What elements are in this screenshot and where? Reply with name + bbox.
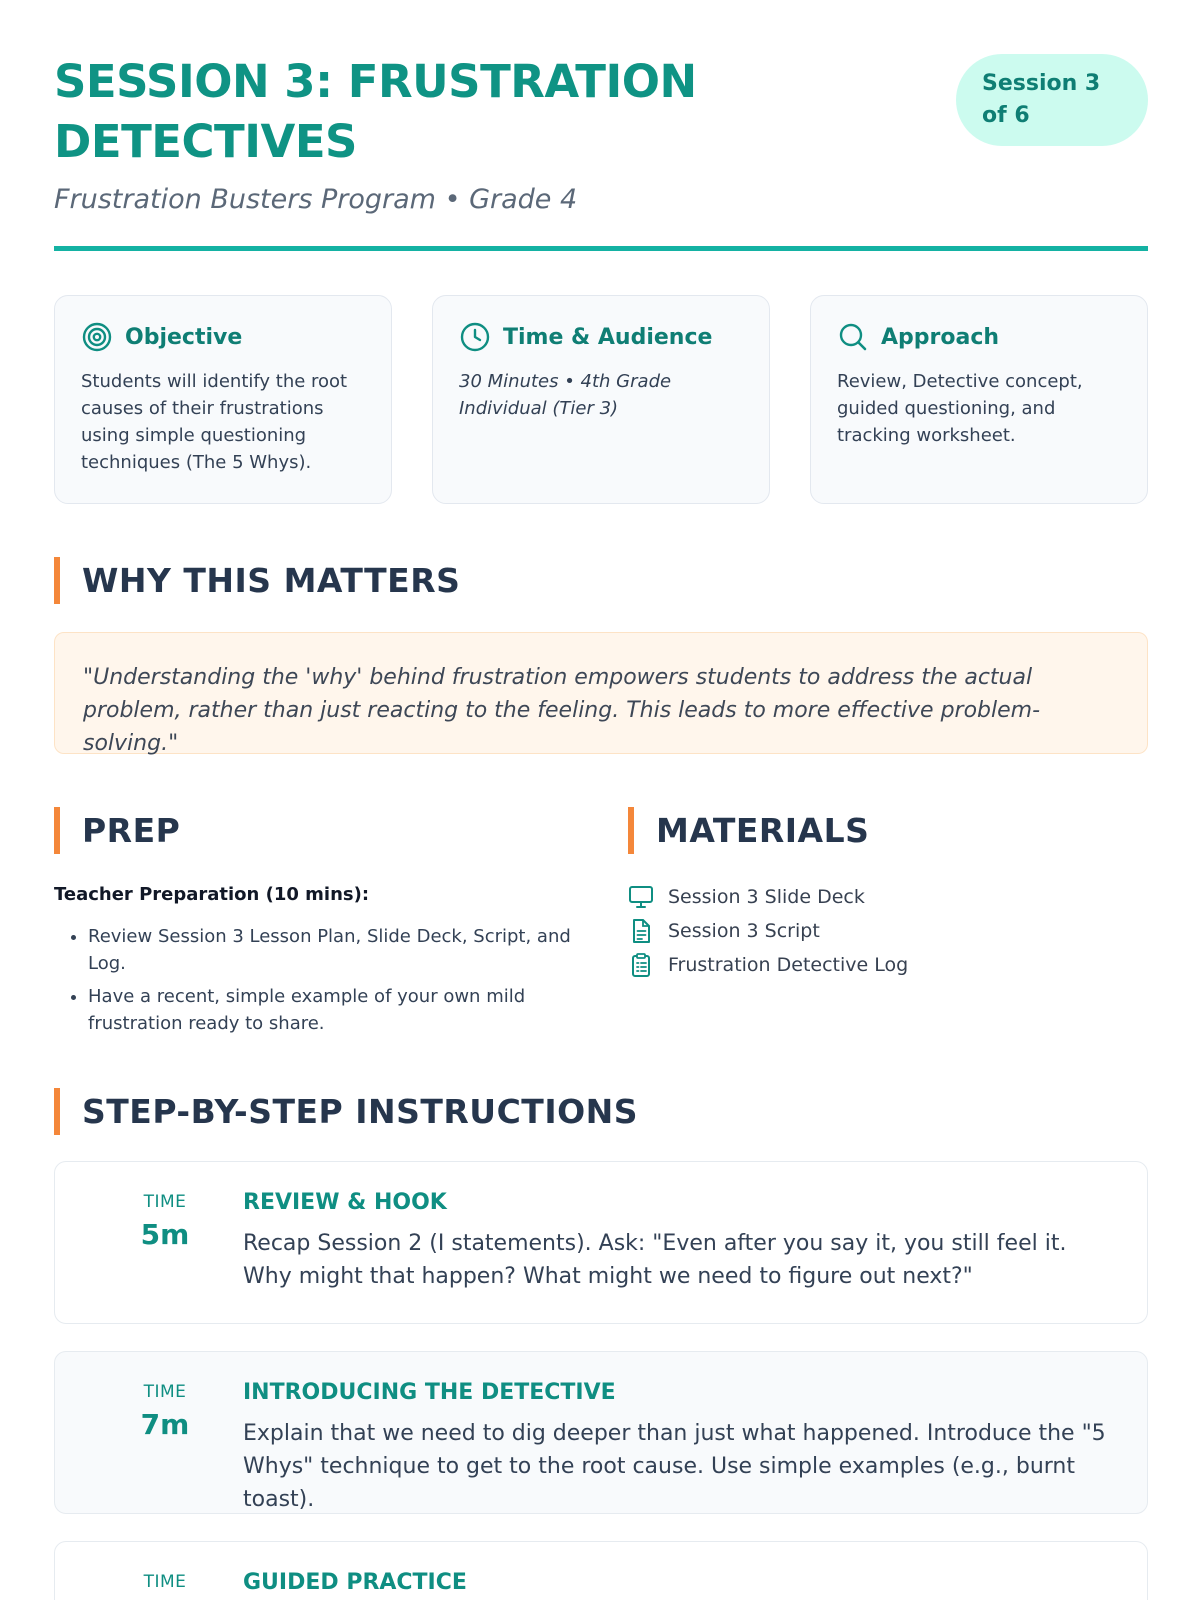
prep-heading-text: PREP [82,811,181,850]
steps-heading [54,1088,638,1135]
time-audience-title: Time & Audience [503,324,713,350]
steps-heading-text: STEP-BY-STEP INSTRUCTIONS [82,1092,639,1131]
objective-text: Students will identify the root causes of their frustrations using simple questioning techniques (The 5 Whys). [81,371,348,473]
prep-list [54,923,594,1037]
section-accent-bar [54,557,60,604]
materials-list [628,880,1148,982]
page-subtitle: Frustration Busters Program • Grade 4 [54,184,578,215]
section-accent-bar [54,1088,60,1135]
step-content [243,1190,1113,1293]
why-quote: "Understanding the 'why' behind frustration empowers students to address the actual problem, rather than just reacting to the feeling. This leads to more effective problem-solving." [54,632,1148,754]
material-item-log [628,948,1148,982]
step-time-label: TIME [143,1572,187,1592]
material-item-script [628,914,1148,948]
materials-heading-text: MATERIALS [656,811,870,850]
step-description: Recap Session 2 (I statements). Ask: "Even after you say it, you still feel it. Why might that happen? What might we need to figure out next?" [243,1231,1067,1289]
monitor-icon [628,884,654,910]
section-accent-bar [628,807,634,854]
time-audience-text [459,368,743,422]
step-title: GUIDED PRACTICE [243,1570,467,1595]
approach-text: Review, Detective concept, guided questioning, and tracking worksheet. [837,371,1083,446]
info-cards [54,295,1148,504]
step-card-guided-practice [54,1541,1148,1600]
prep-heading [54,807,180,854]
audience-tier: Individual (Tier 3) [459,398,619,419]
header-divider [54,246,1148,251]
approach-title: Approach [881,324,1000,350]
step-content [243,1570,1113,1600]
step-time-label: TIME [143,1192,187,1212]
prep-label: Teacher Preparation (10 mins): [54,884,370,905]
prep-section [54,884,594,1043]
objective-card [54,295,392,504]
step-title: REVIEW & HOOK [243,1190,447,1215]
step-time-label: TIME [143,1382,187,1402]
why-heading-text: WHY THIS MATTERS [82,561,461,600]
duration-grade: 30 Minutes • 4th Grade [459,371,672,392]
clock-icon [459,321,491,353]
step-time [125,1382,205,1441]
document-icon [628,918,654,944]
approach-card [810,295,1148,504]
material-label: Frustration Detective Log [668,954,909,976]
objective-title: Objective [125,324,243,350]
step-content [243,1380,1113,1516]
clipboard-icon [628,952,654,978]
list-item: • Have a recent, simple example of your own mild frustration ready to share. [88,983,594,1037]
section-accent-bar [54,807,60,854]
session-badge: Session 3 of 6 [956,54,1148,146]
material-label: Session 3 Script [668,920,820,942]
step-time-value: 5m [140,1218,190,1251]
step-card-review-hook [54,1161,1148,1324]
step-time [125,1192,205,1251]
step-title: INTRODUCING THE DETECTIVE [243,1380,616,1405]
step-card-introducing-detective [54,1351,1148,1514]
why-heading [54,557,460,604]
search-icon [837,321,869,353]
target-icon [81,321,113,353]
list-item: • Review Session 3 Lesson Plan, Slide Deck, Script, and Log. [88,923,594,977]
time-audience-card [432,295,770,504]
header [54,52,1148,215]
page-title: SESSION 3: FRUSTRATION DETECTIVES [54,55,697,168]
material-item-slide-deck [628,880,1148,914]
step-time-value: 7m [140,1408,190,1441]
step-description: Explain that we need to dig deeper than just what happened. Introduce the "5 Whys" technique to get to the root cause. Use simple examples (e.g., burnt toast). [243,1421,1106,1512]
material-label: Session 3 Slide Deck [668,886,865,908]
step-time [125,1572,205,1598]
materials-heading [628,807,869,854]
